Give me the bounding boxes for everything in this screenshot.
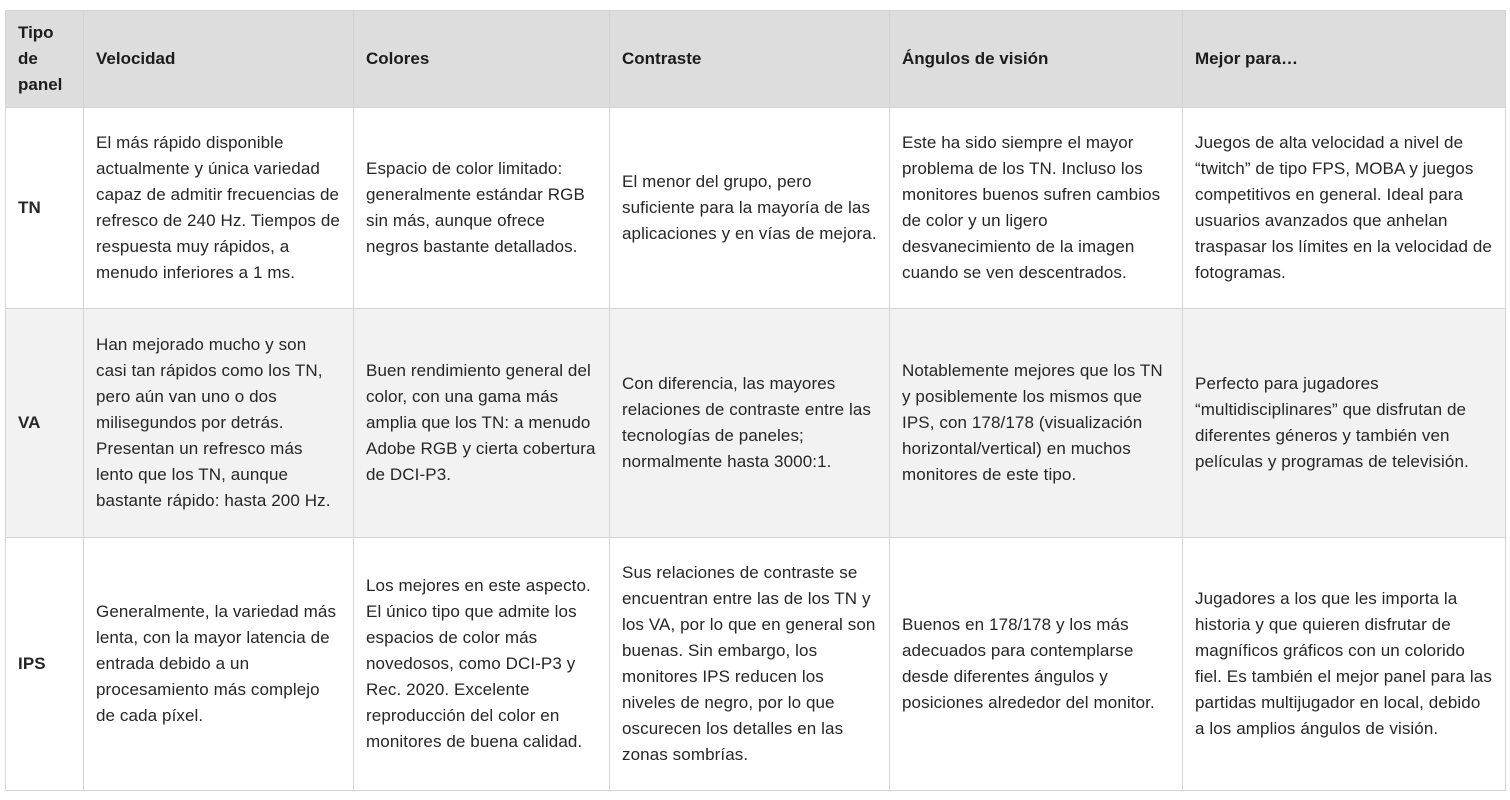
colors-cell: Espacio de color limitado: generalmente estándar RGB sin más, aunque ofrece negros bastante detallados. (354, 108, 610, 309)
panel-type-cell: TN (6, 108, 84, 309)
viewing-angles-cell: Buenos en 178/178 y los más adecuados para contemplarse desde diferentes ángulos y posiciones alrededor del monitor. (890, 538, 1183, 791)
best-for-cell: Jugadores a los que les importa la historia y que quieren disfrutar de magníficos gráficos con un colorido fiel. Es también el mejor panel para las partidas multijugador en local, debido a los amplios ángulos de visión. (1183, 538, 1506, 791)
comparison-table-container (5, 10, 1506, 791)
panel-comparison-table (5, 10, 1506, 791)
panel-type-cell: IPS (6, 538, 84, 791)
contrast-cell: Sus relaciones de contraste se encuentran entre las de los TN y los VA, por lo que en general son buenas. Sin embargo, los monitores IPS reducen los niveles de negro, por lo que oscurecen los detalles en las zonas sombrías. (610, 538, 890, 791)
table-row (6, 538, 1506, 791)
header-contrast: Contraste (610, 11, 890, 108)
colors-cell: Buen rendimiento general del color, con una gama más amplia que los TN: a menudo Adobe RGB y cierta cobertura de DCI-P3. (354, 309, 610, 538)
best-for-cell: Perfecto para jugadores “multidisciplinares” que disfrutan de diferentes géneros y también ven películas y programas de televisión. (1183, 309, 1506, 538)
speed-cell: El más rápido disponible actualmente y única variedad capaz de admitir frecuencias de refresco de 240 Hz. Tiempos de respuesta muy rápidos, a menudo inferiores a 1 ms. (84, 108, 354, 309)
header-speed: Velocidad (84, 11, 354, 108)
contrast-cell: El menor del grupo, pero suficiente para la mayoría de las aplicaciones y en vías de mejora. (610, 108, 890, 309)
contrast-cell: Con diferencia, las mayores relaciones de contraste entre las tecnologías de paneles; normalmente hasta 3000:1. (610, 309, 890, 538)
header-best-for: Mejor para… (1183, 11, 1506, 108)
viewing-angles-cell: Este ha sido siempre el mayor problema de los TN. Incluso los monitores buenos sufren cambios de color y un ligero desvanecimiento de la imagen cuando se ven descentrados. (890, 108, 1183, 309)
table-header-row (6, 11, 1506, 108)
table-row (6, 108, 1506, 309)
best-for-cell: Juegos de alta velocidad a nivel de “twitch” de tipo FPS, MOBA y juegos competitivos en general. Ideal para usuarios avanzados que anhelan traspasar los límites en la velocidad de fotogramas. (1183, 108, 1506, 309)
table-row (6, 309, 1506, 538)
viewing-angles-cell: Notablemente mejores que los TN y posiblemente los mismos que IPS, con 178/178 (visualización horizontal/vertical) en muchos monitores de este tipo. (890, 309, 1183, 538)
colors-cell: Los mejores en este aspecto. El único tipo que admite los espacios de color más novedosos, como DCI-P3 y Rec. 2020. Excelente reproducción del color en monitores de buena calidad. (354, 538, 610, 791)
header-colors: Colores (354, 11, 610, 108)
speed-cell: Generalmente, la variedad más lenta, con la mayor latencia de entrada debido a un procesamiento más complejo de cada píxel. (84, 538, 354, 791)
speed-cell: Han mejorado mucho y son casi tan rápidos como los TN, pero aún van uno o dos milisegundos por detrás. Presentan un refresco más lento que los TN, aunque bastante rápido: hasta 200 Hz. (84, 309, 354, 538)
header-viewing-angles: Ángulos de visión (890, 11, 1183, 108)
header-panel-type: Tipo de panel (6, 11, 84, 108)
panel-type-cell: VA (6, 309, 84, 538)
